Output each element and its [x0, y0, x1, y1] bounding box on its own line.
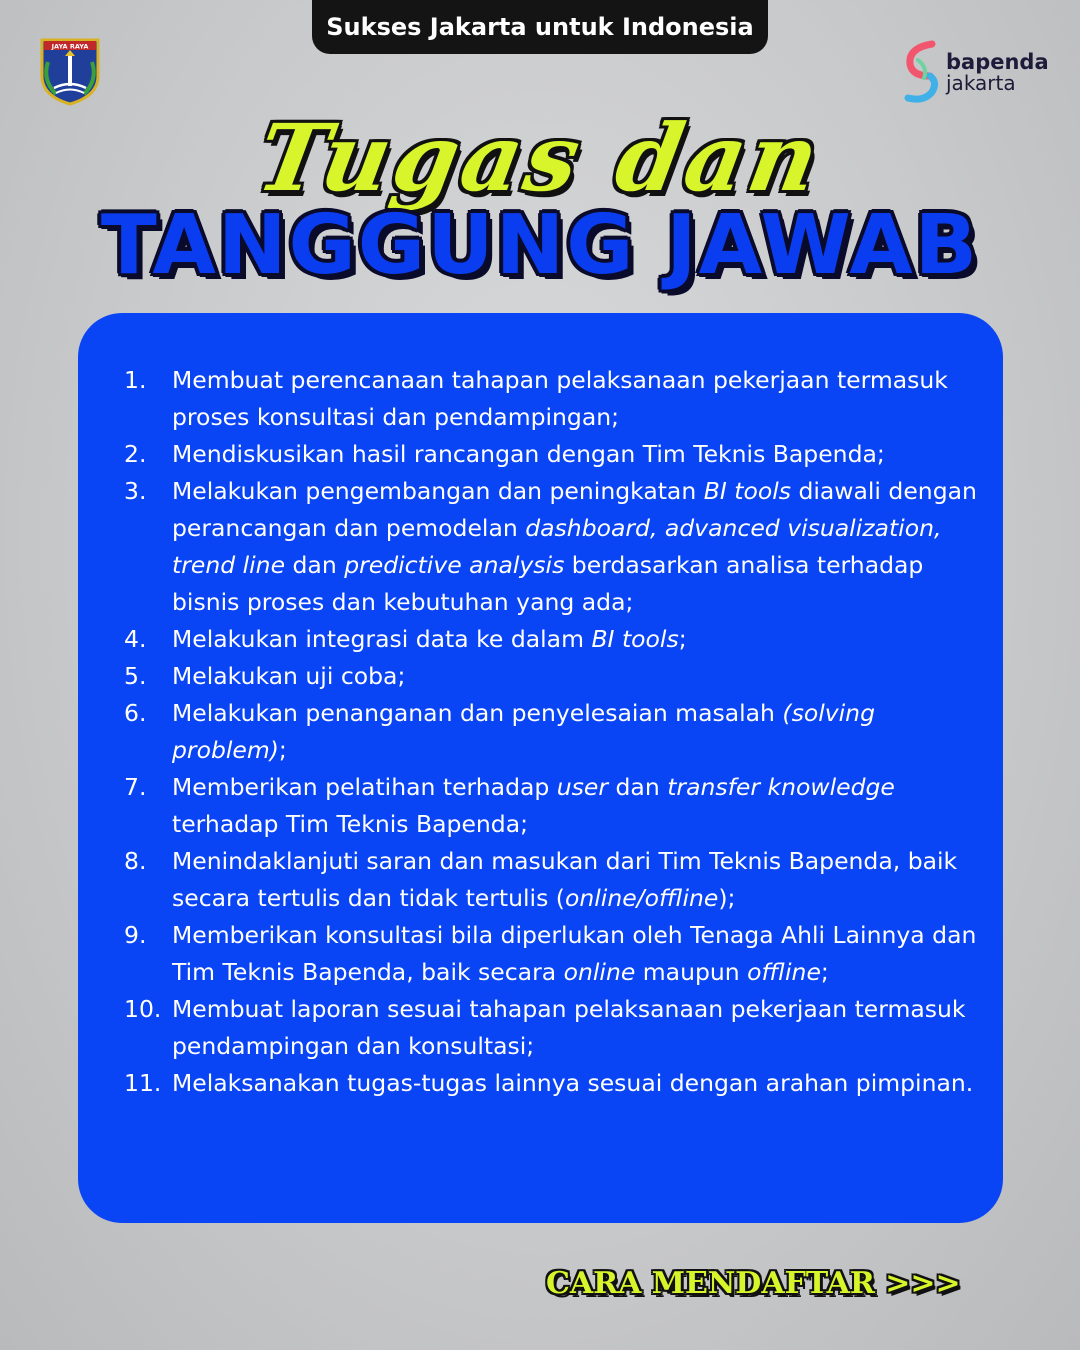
- list-item-text: [172, 695, 984, 769]
- list-item-text: [172, 436, 984, 473]
- list-item: [124, 769, 984, 843]
- plain-text: Memberikan pelatihan terhadap: [172, 773, 557, 801]
- list-item-text: [172, 362, 984, 436]
- emphasis-text: online/offline: [564, 884, 719, 912]
- list-item: [124, 843, 984, 917]
- list-item-text: [172, 769, 984, 843]
- plain-text: dan: [608, 773, 668, 801]
- plain-text: Menindaklanjuti saran dan masukan dari Tim Teknis Bapenda, baik secara tertulis dan tidak tertulis (: [172, 847, 958, 912]
- list-item-number: 1.: [124, 366, 147, 394]
- list-item: [124, 658, 984, 695]
- emphasis-text: BI tools: [591, 625, 679, 653]
- plain-text: ;: [278, 736, 287, 764]
- emphasis-text: online: [563, 958, 636, 986]
- list-item-number: 9.: [124, 921, 147, 949]
- emphasis-text: BI tools: [703, 477, 791, 505]
- tagline-text: Sukses Jakarta untuk Indonesia: [326, 13, 754, 41]
- list-item: [124, 621, 984, 658]
- emphasis-text: (solving problem): [172, 699, 875, 764]
- list-item-text: [172, 621, 984, 658]
- list-item-text: [172, 991, 984, 1065]
- list-item-number: 8.: [124, 847, 147, 875]
- list-item-number: 3.: [124, 477, 147, 505]
- tagline-banner: [312, 0, 768, 54]
- plain-text: Melakukan penanganan dan penyelesaian masalah: [172, 699, 783, 727]
- list-item-number: 6.: [124, 699, 147, 727]
- plain-text: Mendiskusikan hasil rancangan dengan Tim Teknis Bapenda;: [172, 440, 885, 468]
- list-item: [124, 917, 984, 991]
- plain-text: Memberikan konsultasi bila diperlukan oleh Tenaga Ahli Lainnya dan Tim Teknis Bapenda, baik secara: [172, 921, 977, 986]
- logo-line1: bapenda: [946, 50, 1049, 74]
- list-item-text: [172, 1065, 984, 1102]
- plain-text: maupun: [635, 958, 748, 986]
- logo-line2: jakarta: [946, 71, 1016, 95]
- bapenda-logo: [902, 38, 1052, 108]
- emphasis-text: offline: [747, 958, 821, 986]
- emphasis-text: dashboard, advanced visualization, trend line: [172, 514, 942, 579]
- list-item: [124, 362, 984, 436]
- plain-text: Membuat laporan sesuai tahapan pelaksanaan pekerjaan termasuk pendampingan dan konsultasi;: [172, 995, 966, 1060]
- plain-text: terhadap Tim Teknis Bapenda;: [172, 810, 529, 838]
- list-item-number: 11.: [124, 1069, 162, 1097]
- plain-text: Melakukan integrasi data ke dalam: [172, 625, 592, 653]
- plain-text: Melakukan pengembangan dan peningkatan: [172, 477, 704, 505]
- list-item: [124, 991, 984, 1065]
- plain-text: dan: [285, 551, 345, 579]
- list-item: [124, 695, 984, 769]
- list-item-text: [172, 473, 984, 621]
- list-item: [124, 436, 984, 473]
- list-item-number: 10.: [124, 995, 162, 1023]
- list-item-text: [172, 917, 984, 991]
- plain-text: ;: [678, 625, 687, 653]
- emphasis-text: transfer knowledge: [667, 773, 895, 801]
- list-item-text: [172, 658, 984, 695]
- task-list: [124, 362, 984, 1102]
- bapenda-s-mark-icon: [902, 38, 942, 108]
- plain-text: Melaksanakan tugas-tugas lainnya sesuai dengan arahan pimpinan.: [172, 1069, 974, 1097]
- plain-text: Melakukan uji coba;: [172, 662, 406, 690]
- list-item-text: [172, 843, 984, 917]
- plain-text: berdasarkan analisa terhadap bisnis proses dan kebutuhan yang ada;: [172, 551, 924, 616]
- jakarta-crest-icon: [38, 36, 102, 106]
- list-item-number: 5.: [124, 662, 147, 690]
- emphasis-text: predictive analysis: [344, 551, 565, 579]
- list-item-number: 7.: [124, 773, 147, 801]
- plain-text: Membuat perencanaan tahapan pelaksanaan pekerjaan termasuk proses konsultasi dan pendampingan;: [172, 366, 948, 431]
- crest-label: JAYA RAYA: [51, 42, 89, 51]
- list-item: [124, 1065, 984, 1102]
- list-item-number: 4.: [124, 625, 147, 653]
- list-item-number: 2.: [124, 440, 147, 468]
- cara-mendaftar-button[interactable]: CARA MENDAFTAR >>>: [546, 1266, 961, 1301]
- emphasis-text: user: [556, 773, 609, 801]
- list-item: [124, 473, 984, 621]
- title-script: Tugas dan: [249, 104, 831, 212]
- plain-text: diawali dengan perancangan dan pemodelan: [172, 477, 977, 542]
- page-title: TANGGUNG JAWAB: [100, 198, 980, 293]
- plain-text: );: [718, 884, 736, 912]
- plain-text: ;: [820, 958, 829, 986]
